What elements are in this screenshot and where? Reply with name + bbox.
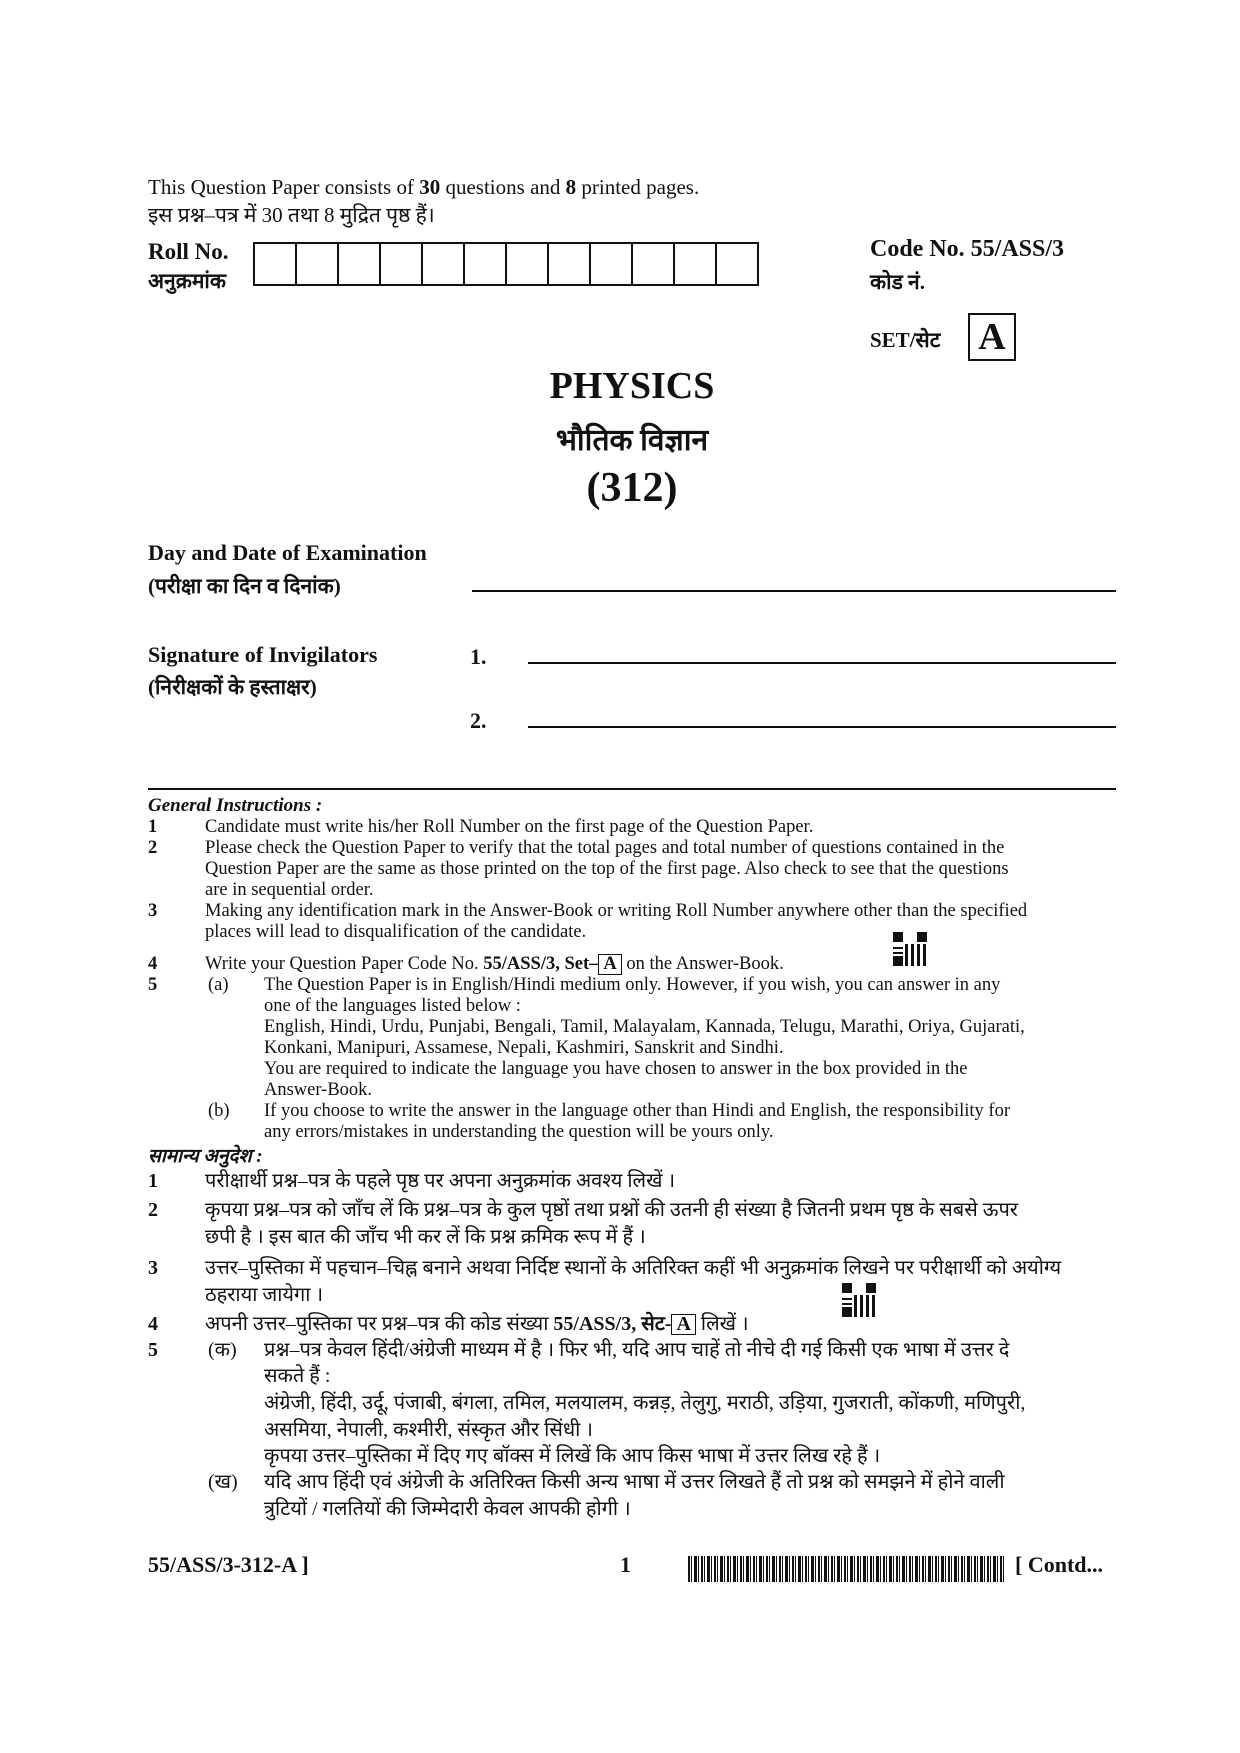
hindi-instruction-text: उत्तर–पुस्तिका में पहचान–चिह्न बनाने अथवा निर्दिष्ट स्थानों के अतिरिक्त कहीं भी अनुक्रमांक लिखने पर परीक्षार्थी को अयोग्य <box>205 1257 1062 1279</box>
roll-digit-box[interactable] <box>337 242 381 286</box>
signature-label: Signature of Invigilators <box>148 642 378 667</box>
instruction-set-box: A <box>598 954 621 975</box>
question-count: 30 <box>419 175 441 199</box>
instruction-number: 2 <box>148 838 158 858</box>
qr-code-icon <box>893 932 927 966</box>
instruction-number: 4 <box>148 954 158 974</box>
hindi-instruction-text: छपी है । इस बात की जाँच भी कर लें कि प्रश्न क्रमिक रूप में हैं । <box>205 1226 646 1248</box>
code-number: Code No. 55/ASS/3 <box>870 236 1065 262</box>
hindi-code-value: 55/ASS/3, सेट- <box>553 1313 672 1335</box>
instruction-number: 5 <box>148 1339 158 1361</box>
roll-digit-box[interactable] <box>295 242 339 286</box>
subject-code: (312) <box>586 465 678 511</box>
instruction-number: 1 <box>148 817 158 837</box>
hindi-instruction-text: परीक्षार्थी प्रश्न–पत्र के पहले पृष्ठ पर अपना अनुक्रमांक अवश्य लिखें । <box>205 1170 676 1192</box>
instruction-text: The Question Paper is in English/Hindi medium only. However, if you wish, you can answer in any <box>264 975 1001 995</box>
qr-code-icon <box>842 1283 876 1317</box>
paper-info-line <box>148 174 699 200</box>
instruction-text: English, Hindi, Urdu, Punjabi, Bengali, Tamil, Malayalam, Kannada, Telugu, Marathi, Oriya, Gujarati, <box>264 1017 1025 1037</box>
paper-info-pre: This Question Paper consists of <box>148 175 420 199</box>
hindi-instruction-text: सकते हैं : <box>264 1365 331 1387</box>
general-instructions-title: General Instructions : <box>148 795 323 816</box>
hindi-instruction-text: असमिया, नेपाली, कश्मीरी, संस्कृत और सिंधी । <box>264 1419 593 1441</box>
instruction-number: 5 <box>148 975 158 995</box>
roll-digit-box[interactable] <box>421 242 465 286</box>
roll-digit-box[interactable] <box>547 242 591 286</box>
code-label-hindi: कोड नं. <box>870 270 925 294</box>
roll-digit-box[interactable] <box>631 242 675 286</box>
paper-info-hindi: इस प्रश्न–पत्र में 30 तथा 8 मुद्रित पृष्ठ हैं। <box>148 203 435 227</box>
hindi-instruction-text: अंग्रेजी, हिंदी, उर्दू, पंजाबी, बंगला, तमिल, मलयालम, कन्नड़, तेलुगु, मराठी, उड़िया, गुजराती, कोंकणी, मणिपुरी, <box>264 1392 1026 1414</box>
instruction-subtag: (b) <box>208 1101 230 1121</box>
hindi-code-post: लिखें । <box>695 1313 749 1335</box>
instruction-text: Question Paper are the same as those printed on the top of the first page. Also check to see that the questions <box>205 859 1009 879</box>
instruction-subtag: (ख) <box>208 1471 238 1493</box>
hindi-set-box: A <box>671 1314 695 1335</box>
hindi-instruction-text: कृपया प्रश्न–पत्र को जाँच लें कि प्रश्न–पत्र के कुल पृष्ठों तथा प्रश्नों की उतनी ही संख्या है जितनी प्रथम पृष्ठ के सबसे ऊपर <box>205 1199 1018 1221</box>
subject-title-hindi: भौतिक विज्ञान <box>555 424 709 457</box>
barcode-icon <box>688 1556 1005 1582</box>
section-divider <box>148 788 1116 790</box>
page-count: 8 <box>565 175 577 199</box>
hindi-instruction-text: यदि आप हिंदी एवं अंग्रेजी के अतिरिक्त किसी अन्य भाषा में उत्तर लिखते हैं तो प्रश्न को समझने में होने वाली <box>264 1471 1005 1493</box>
hindi-instructions-title: सामान्य अनुदेश : <box>148 1146 263 1167</box>
instruction-text: Answer-Book. <box>264 1080 373 1100</box>
roll-digit-box[interactable] <box>505 242 549 286</box>
footer-contd: [ Contd... <box>1015 1552 1104 1577</box>
hindi-instruction-text: त्रुटियों / गलतियों की जिम्मेदारी केवल आपकी होगी । <box>264 1498 631 1520</box>
roll-digit-box[interactable] <box>589 242 633 286</box>
hindi-code-pre: अपनी उत्तर–पुस्तिका पर प्रश्न–पत्र की कोड संख्या <box>205 1313 554 1335</box>
instruction-text: are in sequential order. <box>205 880 374 900</box>
subject-title: PHYSICS <box>549 365 715 407</box>
instruction-subtag: (क) <box>208 1339 237 1361</box>
roll-digit-box[interactable] <box>379 242 423 286</box>
roll-number-boxes[interactable] <box>253 242 759 286</box>
set-value-box: A <box>968 313 1016 361</box>
hindi-instruction-text: कृपया उत्तर–पुस्तिका में दिए गए बॉक्स में लिखें कि आप किस भाषा में उत्तर लिख रहे हैं । <box>264 1445 881 1467</box>
roll-label: Roll No. <box>148 239 229 264</box>
instruction-number: 3 <box>148 1257 158 1279</box>
instruction-number: 4 <box>148 1313 158 1335</box>
instruction-number: 3 <box>148 901 158 921</box>
roll-digit-box[interactable] <box>715 242 759 286</box>
signature-number-2: 2. <box>470 708 487 733</box>
instruction-text: Making any identification mark in the Answer-Book or writing Roll Number anywhere other than the specified <box>205 901 1028 921</box>
signature-line-2[interactable] <box>528 726 1116 728</box>
instruction-subtag: (a) <box>208 975 229 995</box>
paper-info-post: printed pages. <box>576 175 700 199</box>
signature-number-1: 1. <box>470 644 487 669</box>
instruction-text: places will lead to disqualification of the candidate. <box>205 922 587 942</box>
paper-info-mid: questions and <box>440 175 566 199</box>
page-number: 1 <box>620 1552 631 1577</box>
roll-digit-box[interactable] <box>253 242 297 286</box>
hindi-instruction-text: प्रश्न–पत्र केवल हिंदी/अंग्रेजी माध्यम में है । फिर भी, यदि आप चाहें तो नीचे दी गई किसी एक भाषा में उत्तर दे <box>264 1339 1010 1361</box>
footer-paper-code: 55/ASS/3-312-A ] <box>148 1552 309 1577</box>
instruction-text: Candidate must write his/her Roll Number on the first page of the Question Paper. <box>205 817 814 837</box>
hindi-instruction-text: ठहराया जायेगा । <box>205 1284 324 1306</box>
instruction-text: If you choose to write the answer in the language other than Hindi and English, the responsibility for <box>264 1101 1010 1121</box>
roll-label-hindi: अनुक्रमांक <box>148 269 226 293</box>
instruction-code-line <box>205 954 784 975</box>
instruction-text: any errors/mistakes in understanding the question will be yours only. <box>264 1122 774 1142</box>
roll-digit-box[interactable] <box>673 242 717 286</box>
instruction-text: You are required to indicate the language you have chosen to answer in the box provided in the <box>264 1059 968 1079</box>
instruction-code-post: on the Answer-Book. <box>621 954 784 974</box>
hindi-instruction-code-line <box>205 1311 749 1337</box>
instruction-code-value: 55/ASS/3, Set– <box>483 954 599 974</box>
roll-digit-box[interactable] <box>463 242 507 286</box>
instruction-text: one of the languages listed below : <box>264 996 521 1016</box>
set-label: SET/सेट <box>870 328 941 352</box>
instruction-code-pre: Write your Question Paper Code No. <box>205 954 484 974</box>
exam-date-label-hindi: (परीक्षा का दिन व दिनांक) <box>148 574 341 598</box>
signature-line-1[interactable] <box>528 662 1116 664</box>
instruction-number: 2 <box>148 1199 158 1221</box>
signature-label-hindi: (निरीक्षकों के हस्ताक्षर) <box>148 675 317 699</box>
instruction-text: Konkani, Manipuri, Assamese, Nepali, Kashmiri, Sanskrit and Sindhi. <box>264 1038 784 1058</box>
instruction-text: Please check the Question Paper to verify that the total pages and total number of questions contained in the <box>205 838 1005 858</box>
exam-date-line[interactable] <box>472 590 1116 592</box>
instruction-number: 1 <box>148 1170 158 1192</box>
exam-date-label: Day and Date of Examination <box>148 540 427 565</box>
